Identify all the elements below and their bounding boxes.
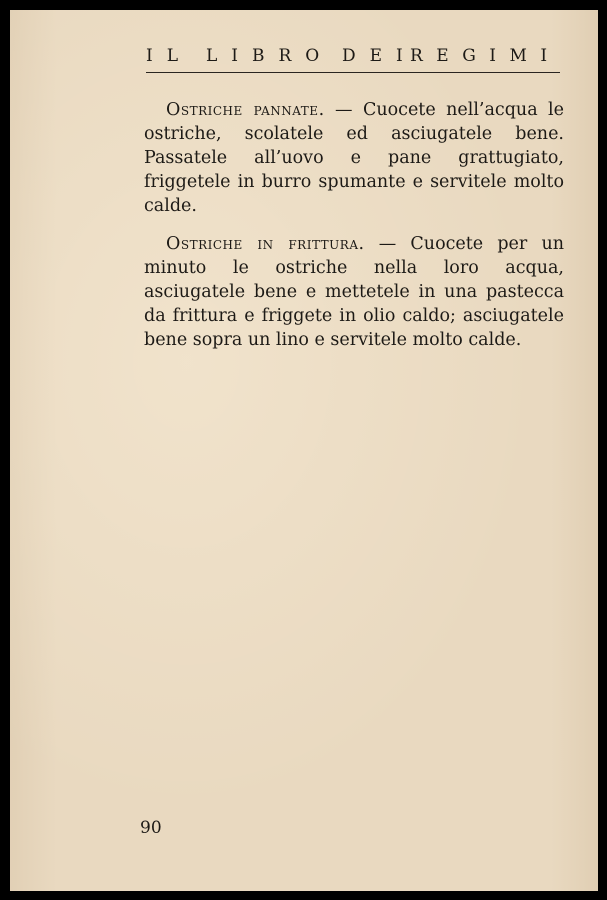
header-rule <box>146 72 560 73</box>
running-head-word-1: IL <box>146 46 193 66</box>
recipe-text: — Cuocete nell’acqua le ostriche, scolatele ed asciugatele bene. Passatele all’uovo e pane grattugiato, friggetele in burro spumante e servitele molto calde. <box>144 100 564 216</box>
running-head-word-2: LIBRO <box>206 46 334 66</box>
running-head-word-3: DEI <box>342 46 417 66</box>
recipe-title: Ostriche in frittura. <box>166 234 365 254</box>
recipe-paragraph <box>144 98 564 218</box>
recipe-text: — Cuocete per un minuto le ostriche nella loro acqua, asciugatele bene e mettetele in una pastecca da frittura e friggete in olio caldo; asciugatele bene sopra un lino e servitele molto calde. <box>144 234 564 350</box>
recipe-paragraph <box>144 232 564 352</box>
page-body <box>144 98 564 366</box>
book-page <box>10 10 598 891</box>
running-head-word-4: REGIMI <box>410 46 561 66</box>
recipe-title: Ostriche pannate. <box>166 100 325 120</box>
page-number: 90 <box>140 818 162 838</box>
